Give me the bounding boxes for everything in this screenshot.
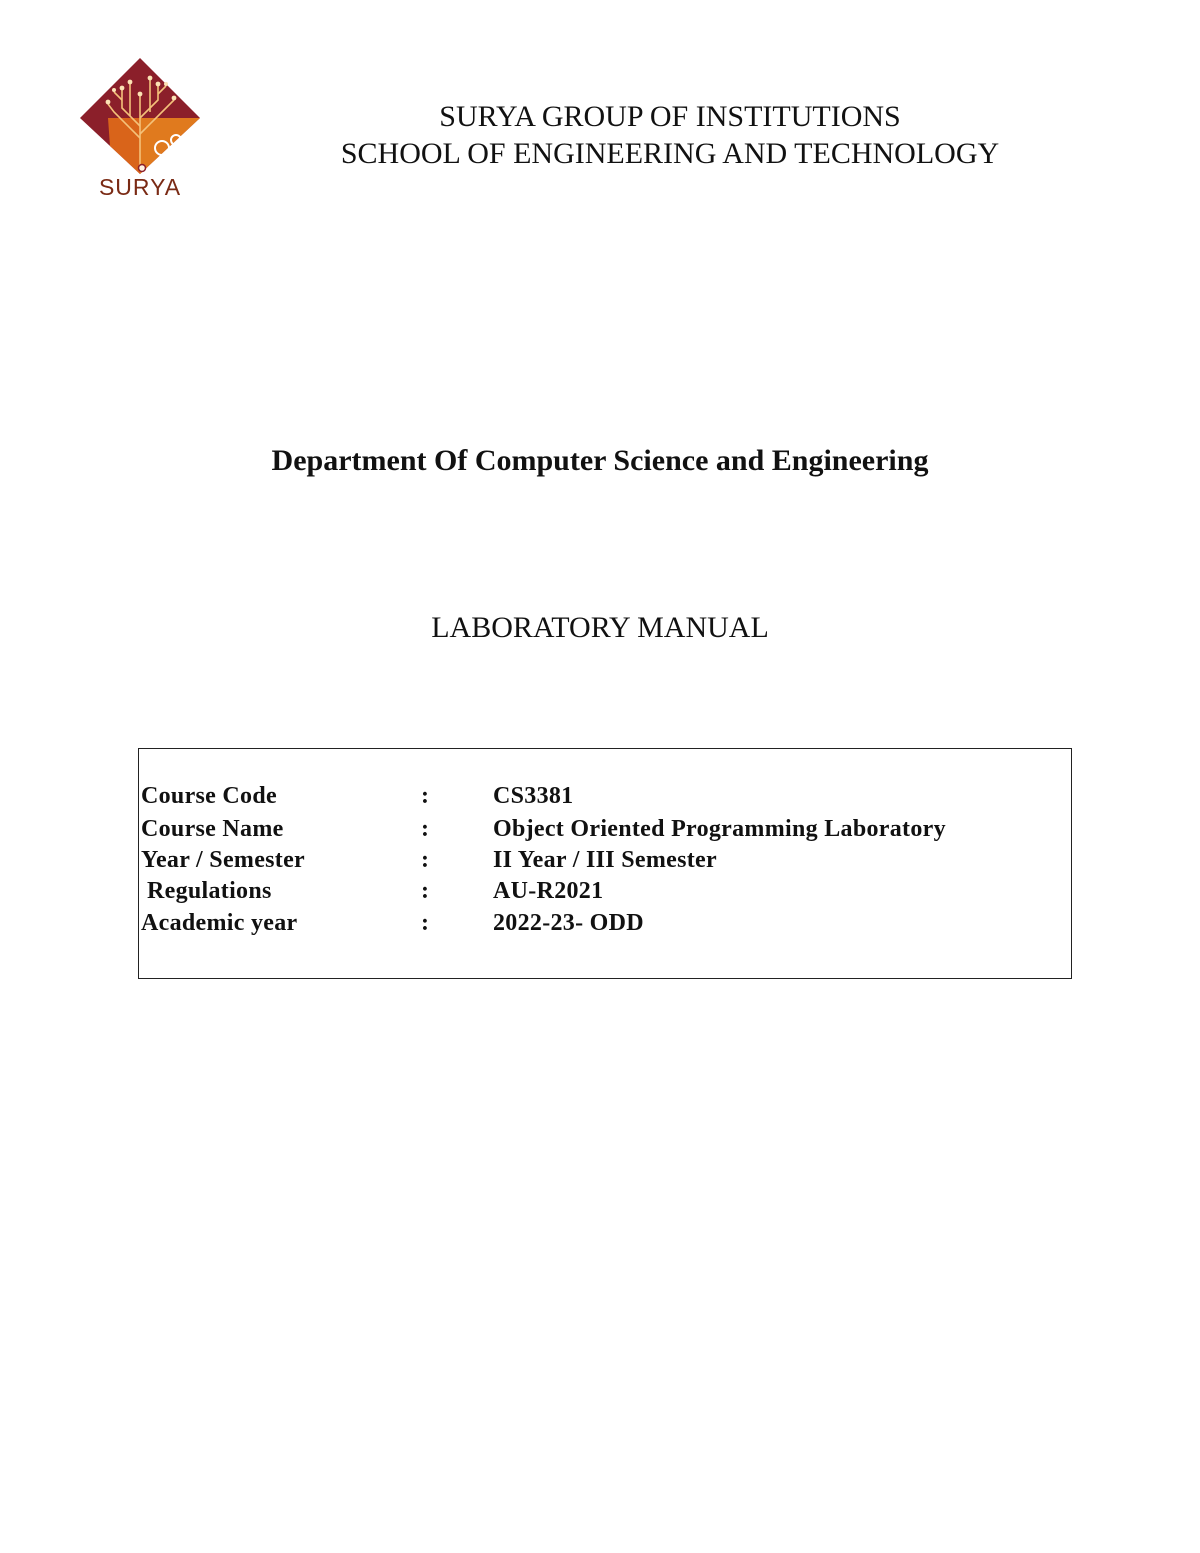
- info-separator: :: [421, 878, 430, 904]
- institution-name: SURYA GROUP OF INSTITUTIONS: [439, 100, 901, 133]
- school-name: SCHOOL OF ENGINEERING AND TECHNOLOGY: [340, 137, 1000, 170]
- department-title: Department Of Computer Science and Engineering: [271, 444, 929, 477]
- info-value: CS3381: [493, 783, 574, 809]
- info-value: Object Oriented Programming Laboratory: [493, 816, 946, 842]
- info-label: Year / Semester: [141, 847, 305, 873]
- info-label: Academic year: [141, 910, 298, 936]
- info-separator: :: [421, 847, 430, 873]
- info-separator: :: [421, 783, 430, 809]
- logo-wordmark: SURYA: [98, 174, 182, 200]
- course-info-box: [138, 748, 1072, 979]
- info-label: Course Name: [141, 816, 284, 842]
- info-label: Regulations: [147, 878, 272, 904]
- surya-logo: [78, 56, 202, 206]
- info-separator: :: [421, 816, 430, 842]
- logo-emblem-icon: [78, 56, 202, 176]
- info-label: Course Code: [141, 783, 277, 809]
- info-value: II Year / III Semester: [493, 847, 717, 873]
- info-separator: :: [421, 910, 430, 936]
- info-value: 2022-23- ODD: [493, 910, 644, 936]
- document-title: LABORATORY MANUAL: [431, 611, 769, 644]
- info-value: AU-R2021: [493, 878, 604, 904]
- institution-header: [300, 98, 1040, 172]
